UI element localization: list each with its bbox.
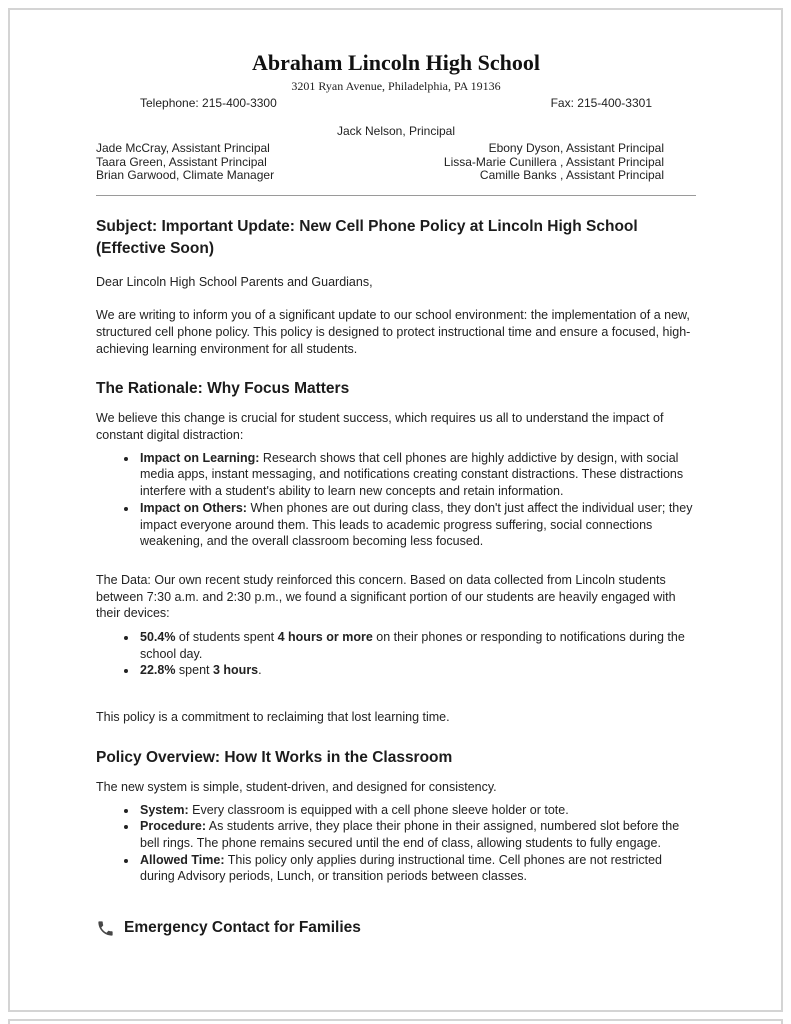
staff-member: Camille Banks , Assistant Principal (479, 168, 664, 182)
list-item (138, 500, 696, 550)
list-item (138, 450, 696, 500)
telephone-fax-row (96, 96, 696, 111)
telephone-number: Telephone: 215-400-3300 (140, 96, 277, 110)
bullet-lead: Allowed Time: (140, 852, 225, 867)
school-address: 3201 Ryan Avenue, Philadelphia, PA 19136 (291, 79, 501, 93)
policy-lead: The new system is simple, student-driven, and designed for consistency. (96, 779, 497, 794)
staff-member: Taara Green, Assistant Principal (96, 154, 267, 169)
bullet-lead: System: (140, 802, 189, 817)
staff-column-left (96, 142, 274, 183)
staff-member: Jade McCray, Assistant Principal (96, 141, 270, 155)
list-item: • 50.4% of students spent 4 hours or more on their phones or responding to notifications during the school day. (138, 629, 696, 662)
letterhead (96, 50, 696, 196)
data-bullet-list (96, 629, 696, 679)
stat-value: 3 hours (212, 663, 259, 678)
data-paragraph: The Data: Our own recent study reinforced this concern. Based on data collected from Lincoln students between 7:30 a.m. and 2:30 p.m., we found a significant portion of our students are heavily engaged with their devices: (96, 572, 676, 621)
staff-member: Ebony Dyson, Assistant Principal (488, 141, 664, 155)
fax-number: Fax: 215-400-3301 (550, 96, 652, 110)
staff-list (96, 142, 696, 183)
phone-icon (96, 919, 115, 938)
bullet-text: Research shows that cell phones are highly addictive by design, with social media apps, instant messaging, and notifications creating constant distractions. These distractions interfere with a student's ability to learn new concepts and retain information. (140, 450, 684, 499)
closing-statement: This policy is a commitment to reclaiming that lost learning time. (96, 710, 450, 725)
salutation: Dear Lincoln High School Parents and Guardians, (96, 274, 373, 289)
staff-member: Brian Garwood, Climate Manager (96, 168, 275, 182)
bullet-text: As students arrive, they place their phone in their assigned, numbered slot before the bell rings. The phone remains secured until the end of class, allowing students to fully engage. (140, 819, 680, 850)
bullet-text: This policy only applies during instructional time. Cell phones are not restricted during Advisory periods, Lunch, or transition periods between classes. (140, 852, 663, 884)
staff-member: Lissa-Marie Cunillera , Assistant Principal (443, 154, 664, 169)
bullet-lead: Impact on Others: (140, 500, 247, 515)
bullet-lead: Impact on Learning: (140, 450, 260, 465)
policy-bullet-list (96, 802, 696, 886)
subject-heading: Subject: Important Update: New Cell Phone Policy at Lincoln High School (Effective Soon) (96, 217, 638, 257)
next-page-edge (8, 1019, 783, 1024)
list-item (138, 802, 696, 819)
school-name: Abraham Lincoln High School (252, 50, 540, 75)
rationale-lead: We believe this change is crucial for student success, which requires us all to understand the impact of constant digital distraction: (96, 411, 664, 443)
letter-body (96, 216, 696, 939)
stat-value: 50.4% (140, 630, 176, 645)
emergency-heading (96, 918, 696, 938)
staff-column-right (444, 142, 696, 183)
policy-heading: Policy Overview: How It Works in the Classroom (96, 748, 453, 766)
document-page (8, 8, 783, 1012)
intro-paragraph: We are writing to inform you of a significant update to our school environment: the implementation of a new, structured cell phone policy. This policy is designed to protect instructional time and ensure a focused, high-achieving learning environment for all students. (96, 308, 691, 356)
letterhead-divider (96, 195, 696, 196)
list-item (138, 852, 696, 885)
rationale-heading: The Rationale: Why Focus Matters (96, 380, 350, 398)
list-item (138, 818, 696, 851)
bullet-text: Every classroom is equipped with a cell phone sleeve holder or tote. (188, 802, 569, 817)
bullet-lead: Procedure: (140, 819, 206, 834)
list-item: • 22.8% spent 3 hours. (138, 662, 696, 679)
principal-name: Jack Nelson, Principal (336, 124, 456, 138)
stat-value: 22.8% (140, 663, 176, 678)
emergency-heading-label: Emergency Contact for Families (124, 919, 361, 937)
bullet-text: When phones are out during class, they don't just affect the individual user; they impact everyone around them. This leads to academic progress suffering, social connections weakening, and the overall classroom becoming less focused. (140, 500, 693, 549)
stat-value: 4 hours or more (277, 630, 373, 645)
rationale-bullet-list (96, 450, 696, 550)
